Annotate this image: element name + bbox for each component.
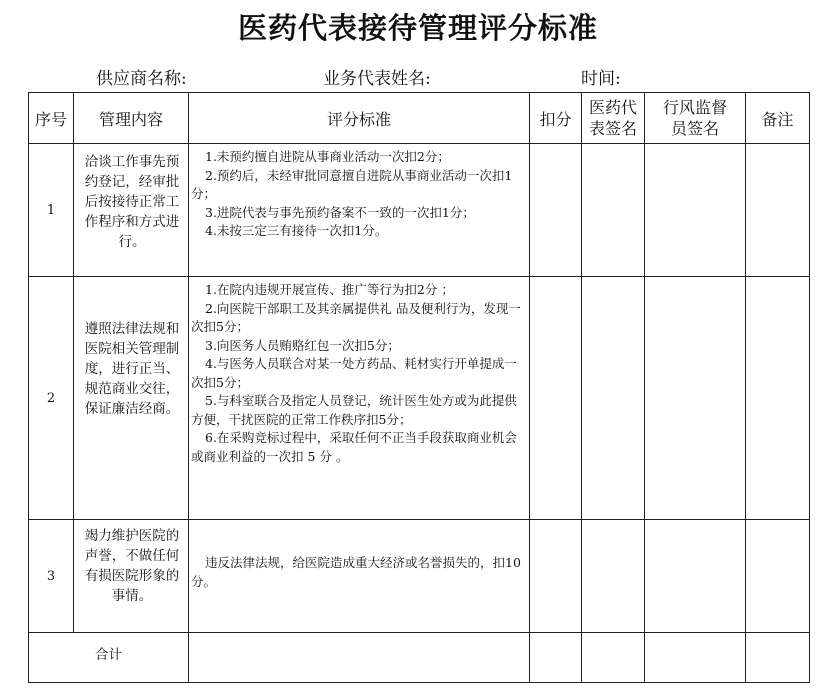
supervisor-signature-cell[interactable] — [645, 520, 746, 633]
deduct-cell[interactable] — [530, 520, 582, 633]
standard-item: 3.进院代表与事先预约备案不一致的一次扣1分； — [205, 204, 475, 220]
header-content: 管理内容 — [74, 93, 189, 144]
standard-item: 4.与医务人员联合对某一处方药品、耗材实行开单提成一次扣5分； — [191, 356, 517, 390]
standard-item: 4.未按三定三有接待一次扣1分。 — [205, 223, 388, 238]
row-content-text: 竭力维护医院的声誉，不做任何有损医院形象的事情。 — [84, 528, 180, 604]
remark-cell[interactable] — [746, 520, 810, 633]
supplier-name-label: 供应商名称: — [96, 69, 187, 89]
remark-cell[interactable] — [746, 277, 810, 520]
header-rep-signature-line2: 表签名 — [588, 119, 637, 138]
standard-item: 1.未预约擅自进院从事商业活动一次扣2分； — [205, 149, 450, 164]
deduct-cell[interactable] — [530, 144, 582, 277]
remark-cell[interactable] — [746, 144, 810, 277]
row-number: 2 — [29, 277, 74, 520]
row-standard — [189, 520, 530, 633]
rep-signature-cell[interactable] — [582, 277, 645, 520]
page-title: 医药代表接待管理评分标准 — [237, 11, 598, 45]
header-no: 序号 — [29, 93, 74, 144]
total-supervisor-signature-cell[interactable] — [645, 633, 746, 683]
row-content — [74, 520, 189, 633]
table-header-row — [29, 93, 810, 144]
row-content — [74, 277, 189, 520]
header-standard: 评分标准 — [189, 93, 530, 144]
row-standard — [189, 144, 530, 277]
standard-item: 5.与科室联合及指定人员登记，统计医生处方或为此提供方便，干扰医院的正常工作秩序扣5分； — [191, 393, 517, 427]
total-row — [29, 633, 810, 683]
row-number: 3 — [29, 520, 74, 633]
rep-signature-cell[interactable] — [582, 144, 645, 277]
header-deduct: 扣分 — [530, 93, 582, 144]
row-content-text: 洽谈工作事先预约登记，经审批后按接待正常工作程序和方式进行。 — [84, 154, 180, 250]
supervisor-signature-cell[interactable] — [645, 277, 746, 520]
scoring-table — [28, 92, 810, 683]
header-supervisor-signature — [645, 93, 746, 144]
standard-item: 违反法律法规，给医院造成重大经济或名誉损失的，扣10分。 — [191, 555, 521, 589]
total-standard-cell — [189, 633, 530, 683]
deduct-cell[interactable] — [530, 277, 582, 520]
total-rep-signature-cell[interactable] — [582, 633, 645, 683]
rep-signature-cell[interactable] — [582, 520, 645, 633]
header-supervisor-signature-line2: 员签名 — [670, 119, 719, 138]
row-standard — [189, 277, 530, 520]
row-content — [74, 144, 189, 277]
table-row — [29, 144, 810, 277]
standard-item: 2.预约后，未经审批同意擅自进院从事商业活动一次扣1 分； — [191, 167, 513, 201]
row-number: 1 — [29, 144, 74, 277]
total-deduct-cell[interactable] — [530, 633, 582, 683]
header-rep-signature — [582, 93, 645, 144]
time-label: 时间: — [581, 69, 621, 89]
header-remark: 备注 — [746, 93, 810, 144]
table-row — [29, 520, 810, 633]
representative-name-label: 业务代表姓名: — [323, 69, 431, 89]
total-label: 合计 — [95, 647, 122, 663]
standard-item: 2.向医院干部职工及其亲属提供礼 品及便利行为，发现一次扣5分； — [191, 300, 521, 334]
supervisor-signature-cell[interactable] — [645, 144, 746, 277]
header-supervisor-signature-line1: 行风监督 — [662, 98, 727, 117]
row-content-text: 遵照法律法规和医院相关管理制度，进行正当、规范商业交往，保证廉洁经商。 — [84, 321, 180, 417]
standard-item: 3.向医务人员贿赂红包一次扣5分； — [205, 337, 400, 353]
total-remark-cell[interactable] — [746, 633, 810, 683]
total-label-cell — [29, 633, 189, 683]
standard-item: 6.在采购竞标过程中，采取任何不正当手段获取商业机会或商业利益的一次扣 5 分 。 — [191, 430, 517, 464]
header-rep-signature-line1: 医药代 — [588, 98, 637, 117]
standard-item: 1.在院内违规开展宣传、推广等行为扣2分 ； — [205, 282, 454, 297]
table-row — [29, 277, 810, 520]
